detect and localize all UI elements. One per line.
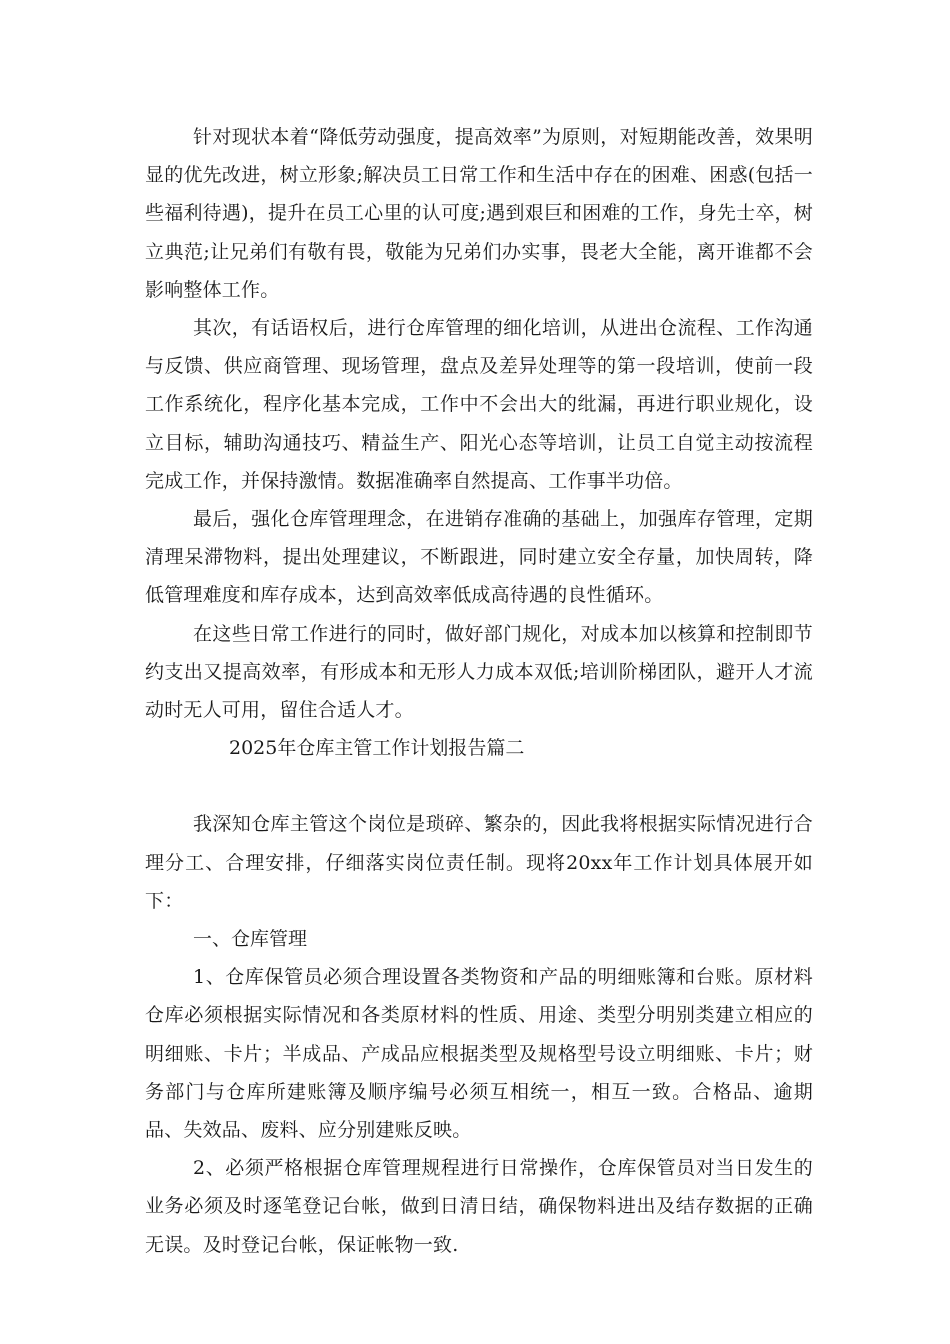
paragraph-inventory-management: 最后，强化仓库管理理念，在进销存准确的基础上，加强库存管理，定期清理呆滞物料，提出处理建议，不断跟进，同时建立安全存量，加快周转，降低管理难度和库存成本，达到高效率低成高待遇的良性循环。 bbox=[145, 508, 813, 607]
document-page bbox=[145, 118, 813, 1264]
spacer bbox=[145, 767, 813, 805]
subsection-title: 一、仓库管理 bbox=[193, 928, 308, 951]
section-heading: 2025年仓库主管工作计划报告篇二 bbox=[229, 737, 525, 760]
paragraph-improvement-principle: 针对现状本着“降低劳动强度，提高效率”为原则，对短期能改善，效果明显的优先改进，树立形象;解决员工日常工作和生活中存在的困难、困惑(包括一些福利待遇)，提升在员工心里的认可度;遇到艰巨和困难的工作，身先士卒，树立典范;让兄弟们有敬有畏，敬能为兄弟们办实事，畏老大全能，离开谁都不会影响整体工作。 bbox=[145, 126, 813, 301]
list-item-1: 1、仓库保管员必须合理设置各类物资和产品的明细账簿和台账。原材料仓库必须根据实际情况和各类原材料的性质、用途、类型分明别类建立相应的明细账、卡片；半成品、产成品应根据类型及规格型号设立明细账、卡片；财务部门与仓库所建账簿及顺序编号必须互相统一，相互一致。合格品、逾期品、失效品、废料、应分别建账反映。 bbox=[145, 966, 813, 1142]
list-item-2: 2、必须严格根据仓库管理规程进行日常操作，仓库保管员对当日发生的业务必须及时逐笔登记台帐，做到日清日结，确保物料进出及结存数据的正确无误。及时登记台帐，保证帐物一致. bbox=[145, 1157, 813, 1256]
paragraph-intro: 我深知仓库主管这个岗位是琐碎、繁杂的，因此我将根据实际情况进行合理分工、合理安排，仔细落实岗位责任制。现将20xx年工作计划具体展开如下： bbox=[145, 813, 813, 912]
paragraph-department-planning: 在这些日常工作进行的同时，做好部门规化，对成本加以核算和控制即节约支出又提高效率，有形成本和无形人力成本双低;培训阶梯团队，避开人才流动时无人可用，留住合适人才。 bbox=[145, 622, 813, 722]
paragraph-training: 其次，有话语权后，进行仓库管理的细化培训，从进出仓流程、工作沟通与反馈、供应商管理、现场管理，盘点及差异处理等的第一段培训，使前一段工作系统化，程序化基本完成，工作中不会出大的纰漏，再进行职业规化，设立目标，辅助沟通技巧、精益生产、阳光心态等培训，让员工自觉主动按流程完成工作，并保持激情。数据准确率自然提高、工作事半功倍。 bbox=[145, 317, 813, 492]
